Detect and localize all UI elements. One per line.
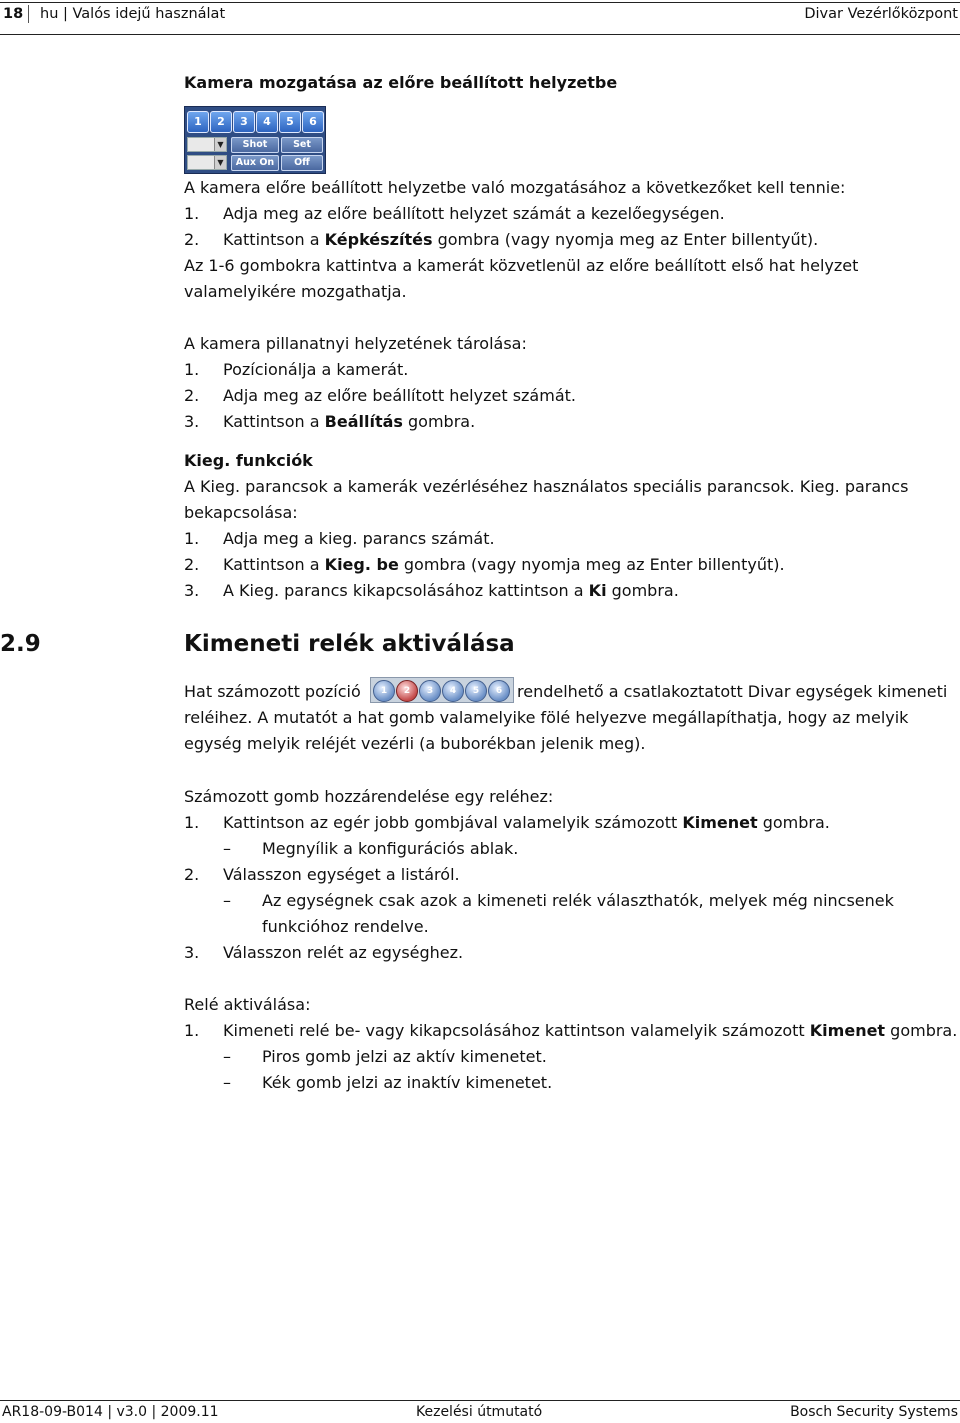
- aux-desc: A Kieg. parancsok a kamerák vezérléséhez használatos speciális parancsok. Kieg. parancs: [184, 477, 909, 496]
- store-step-2: Adja meg az előre beállított helyzet számát.: [223, 386, 576, 405]
- preset-button-4[interactable]: 4: [256, 111, 278, 133]
- relay-button-strip: [370, 677, 514, 703]
- preset-button-6[interactable]: 6: [302, 111, 324, 133]
- section-title: Kimeneti relék aktiválása: [184, 631, 515, 657]
- preset-intro: A kamera előre beállított helyzetbe való mozgatásához a következőket kell tennie:: [184, 178, 846, 197]
- step-number: 3.: [184, 943, 200, 962]
- assign-step-3: Válasszon relét az egységhez.: [223, 943, 464, 962]
- relay-para-line3: egység melyik reléjét vezérli (a buborékban jelenik meg).: [184, 734, 646, 753]
- step-number: 1.: [184, 204, 200, 223]
- preset-step-2: Kattintson a Képkészítés gombra (vagy nyomja meg az Enter billentyűt).: [223, 230, 819, 249]
- store-step-1: Pozícionálja a kamerát.: [223, 360, 409, 379]
- chevron-down-icon: ▼: [214, 156, 226, 169]
- header-top-rule: [0, 2, 960, 3]
- aux-step-1: Adja meg a kieg. parancs számát.: [223, 529, 495, 548]
- aux-number-select[interactable]: [187, 155, 227, 170]
- aux-step-2: Kattintson a Kieg. be gombra (vagy nyomja meg az Enter billentyűt).: [223, 555, 785, 574]
- preset-heading: Kamera mozgatása az előre beállított helyzetbe: [184, 73, 618, 92]
- shot-button[interactable]: Shot: [231, 137, 279, 153]
- assign-step-1: Kattintson az egér jobb gombjával valamelyik számozott Kimenet gombra.: [223, 813, 830, 832]
- dash-bullet: –: [223, 1073, 231, 1092]
- footer-doc-type: Kezelési útmutató: [416, 1404, 543, 1420]
- assign-step-2: Válasszon egységet a listáról.: [223, 865, 460, 884]
- step-number: 3.: [184, 412, 200, 431]
- relay-button-2[interactable]: 2: [396, 680, 418, 702]
- header-bottom-rule: [0, 34, 960, 35]
- store-intro: A kamera pillanatnyi helyzetének tárolása:: [184, 334, 527, 353]
- footer-rule: [0, 1400, 960, 1401]
- assign-step-1-sub: Megnyílik a konfigurációs ablak.: [262, 839, 519, 858]
- activate-step-1: Kimeneti relé be- vagy kikapcsolásához kattintson valamelyik számozott Kimenet gombra.: [223, 1021, 958, 1040]
- dash-bullet: –: [223, 891, 231, 910]
- aux-step-3: A Kieg. parancs kikapcsolásához kattintson a Ki gombra.: [223, 581, 679, 600]
- footer-company: Bosch Security Systems: [790, 1404, 958, 1420]
- header-product: Divar Vezérlőközpont: [804, 6, 958, 22]
- store-step-3: Kattintson a Beállítás gombra.: [223, 412, 476, 431]
- set-button[interactable]: Set: [281, 137, 323, 153]
- relay-para-post: rendelhető a csatlakoztatott Divar egységek kimeneti: [517, 682, 948, 701]
- aux-desc-cont: bekapcsolása:: [184, 503, 298, 522]
- step-number: 3.: [184, 581, 200, 600]
- aux-on-button[interactable]: Aux On: [231, 155, 279, 171]
- relay-button-1[interactable]: 1: [373, 680, 395, 702]
- step-number: 1.: [184, 360, 200, 379]
- activate-sub-1: Piros gomb jelzi az aktív kimenetet.: [262, 1047, 547, 1066]
- header-divider: [28, 5, 29, 23]
- activate-intro: Relé aktiválása:: [184, 995, 311, 1014]
- step-number: 1.: [184, 1021, 200, 1040]
- relay-button-4[interactable]: 4: [442, 680, 464, 702]
- assign-step-2-sub: Az egységnek csak azok a kimeneti relék választhatók, melyek még nincsenek: [262, 891, 894, 910]
- chevron-down-icon: ▼: [214, 138, 226, 151]
- step-number: 2.: [184, 555, 200, 574]
- step-number: 2.: [184, 865, 200, 884]
- relay-para-line2: reléihez. A mutatót a hat gomb valamelyike fölé helyezve megállapíthatja, hogy az melyik: [184, 708, 909, 727]
- activate-sub-2: Kék gomb jelzi az inaktív kimenetet.: [262, 1073, 553, 1092]
- step-number: 2.: [184, 230, 200, 249]
- dash-bullet: –: [223, 839, 231, 858]
- step-number: 2.: [184, 386, 200, 405]
- preset-button-2[interactable]: 2: [210, 111, 232, 133]
- preset-note: Az 1-6 gombokra kattintva a kamerát közvetlenül az előre beállított első hat helyzet: [184, 256, 859, 275]
- aux-heading: Kieg. funkciók: [184, 451, 313, 470]
- preset-control-panel: [184, 106, 326, 174]
- relay-button-3[interactable]: 3: [419, 680, 441, 702]
- preset-note-cont: valamelyikére mozgathatja.: [184, 282, 407, 301]
- header-section: hu | Valós idejű használat: [40, 6, 226, 22]
- preset-button-1[interactable]: 1: [187, 111, 209, 133]
- page-number: 18: [3, 6, 24, 22]
- section-number: 2.9: [0, 631, 41, 657]
- relay-button-5[interactable]: 5: [465, 680, 487, 702]
- step-number: 1.: [184, 529, 200, 548]
- step-number: 1.: [184, 813, 200, 832]
- relay-para-pre: Hat számozott pozíció: [184, 682, 361, 701]
- preset-step-1: Adja meg az előre beállított helyzet számát a kezelőegységen.: [223, 204, 725, 223]
- preset-number-select[interactable]: [187, 137, 227, 152]
- relay-button-6[interactable]: 6: [488, 680, 510, 702]
- assign-intro: Számozott gomb hozzárendelése egy reléhez:: [184, 787, 554, 806]
- preset-button-3[interactable]: 3: [233, 111, 255, 133]
- assign-step-2-sub-cont: funkcióhoz rendelve.: [262, 917, 429, 936]
- footer-doc-id: AR18-09-B014 | v3.0 | 2009.11: [2, 1404, 219, 1420]
- dash-bullet: –: [223, 1047, 231, 1066]
- off-button[interactable]: Off: [281, 155, 323, 171]
- preset-button-5[interactable]: 5: [279, 111, 301, 133]
